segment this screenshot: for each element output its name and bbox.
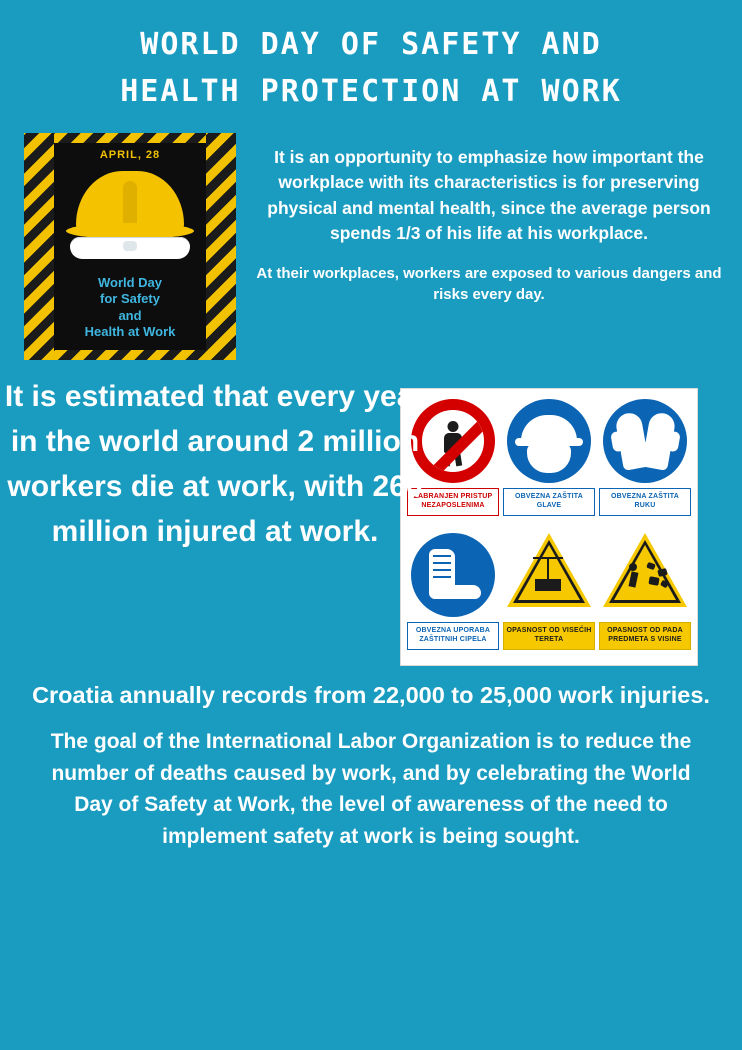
thumbnail-caption-line-1: World Day (97, 275, 163, 290)
hazard-stripe-top (24, 133, 236, 143)
hazard-stripe-bottom (24, 350, 236, 360)
thumbnail-caption-line-2: for Safety (100, 291, 160, 307)
safety-poster-thumbnail (24, 133, 236, 360)
sign-label-head-protection: OBVEZNA ZAŠTITA GLAVE (503, 488, 595, 516)
thumbnail-caption (54, 275, 206, 340)
thumbnail-caption-line-4: Health at Work (84, 323, 176, 339)
goal-paragraph: The goal of the International Labor Organization is to reduce the number of deaths caused by work, and by celebrating the World Day of Safety at Work, the level of awareness of the need to implement safety at work is being sought. (50, 730, 692, 848)
top-section (0, 115, 742, 360)
hard-hat-icon (76, 171, 184, 233)
sign-label-no-entry: ZABRANJEN PRISTUP NEZAPOSLENIMA (407, 488, 499, 516)
suspended-load-icon (507, 533, 591, 617)
secondary-paragraph: At their workplaces, workers are exposed to various dangers and risks every day. (256, 264, 722, 304)
statistics-section (0, 374, 742, 666)
sign-label-suspended-load: OPASNOST OD VISEĆIH TERETA (503, 622, 595, 650)
sign-label-hand-protection: OBVEZNA ZAŠTITA RUKU (599, 488, 691, 516)
thumbnail-inner (54, 143, 206, 350)
thumbnail-caption-line-3: and (118, 307, 142, 323)
croatia-statistic-text: Croatia annually records from 22,000 to 25,000 work injuries. (32, 682, 710, 708)
title-line-2: HEALTH PROTECTION AT WORK (120, 73, 622, 109)
safety-glasses-icon (70, 237, 190, 259)
page-title (0, 0, 742, 115)
thumbnail-date: APRIL, 28 (99, 149, 161, 161)
hazard-stripe-left (24, 133, 54, 360)
safety-signs-board (400, 388, 698, 666)
sign-label-falling-objects: OPASNOST OD PADA PREDMETA S VISINE (599, 622, 691, 650)
hazard-stripe-right (206, 133, 236, 360)
title-line-1: WORLD DAY OF SAFETY AND (140, 27, 602, 62)
global-statistic-text: It is estimated that every year in the world around 2 million workers die at work, with 260 million injured at work. (4, 380, 426, 548)
sign-label-protective-footwear: OBVEZNA UPORABA ZAŠTITNIH CIPELA (407, 622, 499, 650)
sign-falling-objects-hazard (599, 529, 691, 659)
hand-protection-icon (603, 399, 687, 483)
helmet-illustration (54, 163, 206, 271)
sign-hand-protection (599, 395, 691, 525)
head-protection-icon (507, 399, 591, 483)
falling-objects-icon (603, 533, 687, 617)
hard-hat-ridge (123, 181, 137, 233)
intro-text-block (236, 133, 732, 306)
intro-paragraph: It is an opportunity to emphasize how important the workplace with its characteristics is for preserving physical and mental health, since the average person spends 1/3 of his life at his workplace. (267, 147, 711, 244)
sign-head-protection (503, 395, 595, 525)
sign-suspended-load-hazard (503, 529, 595, 659)
